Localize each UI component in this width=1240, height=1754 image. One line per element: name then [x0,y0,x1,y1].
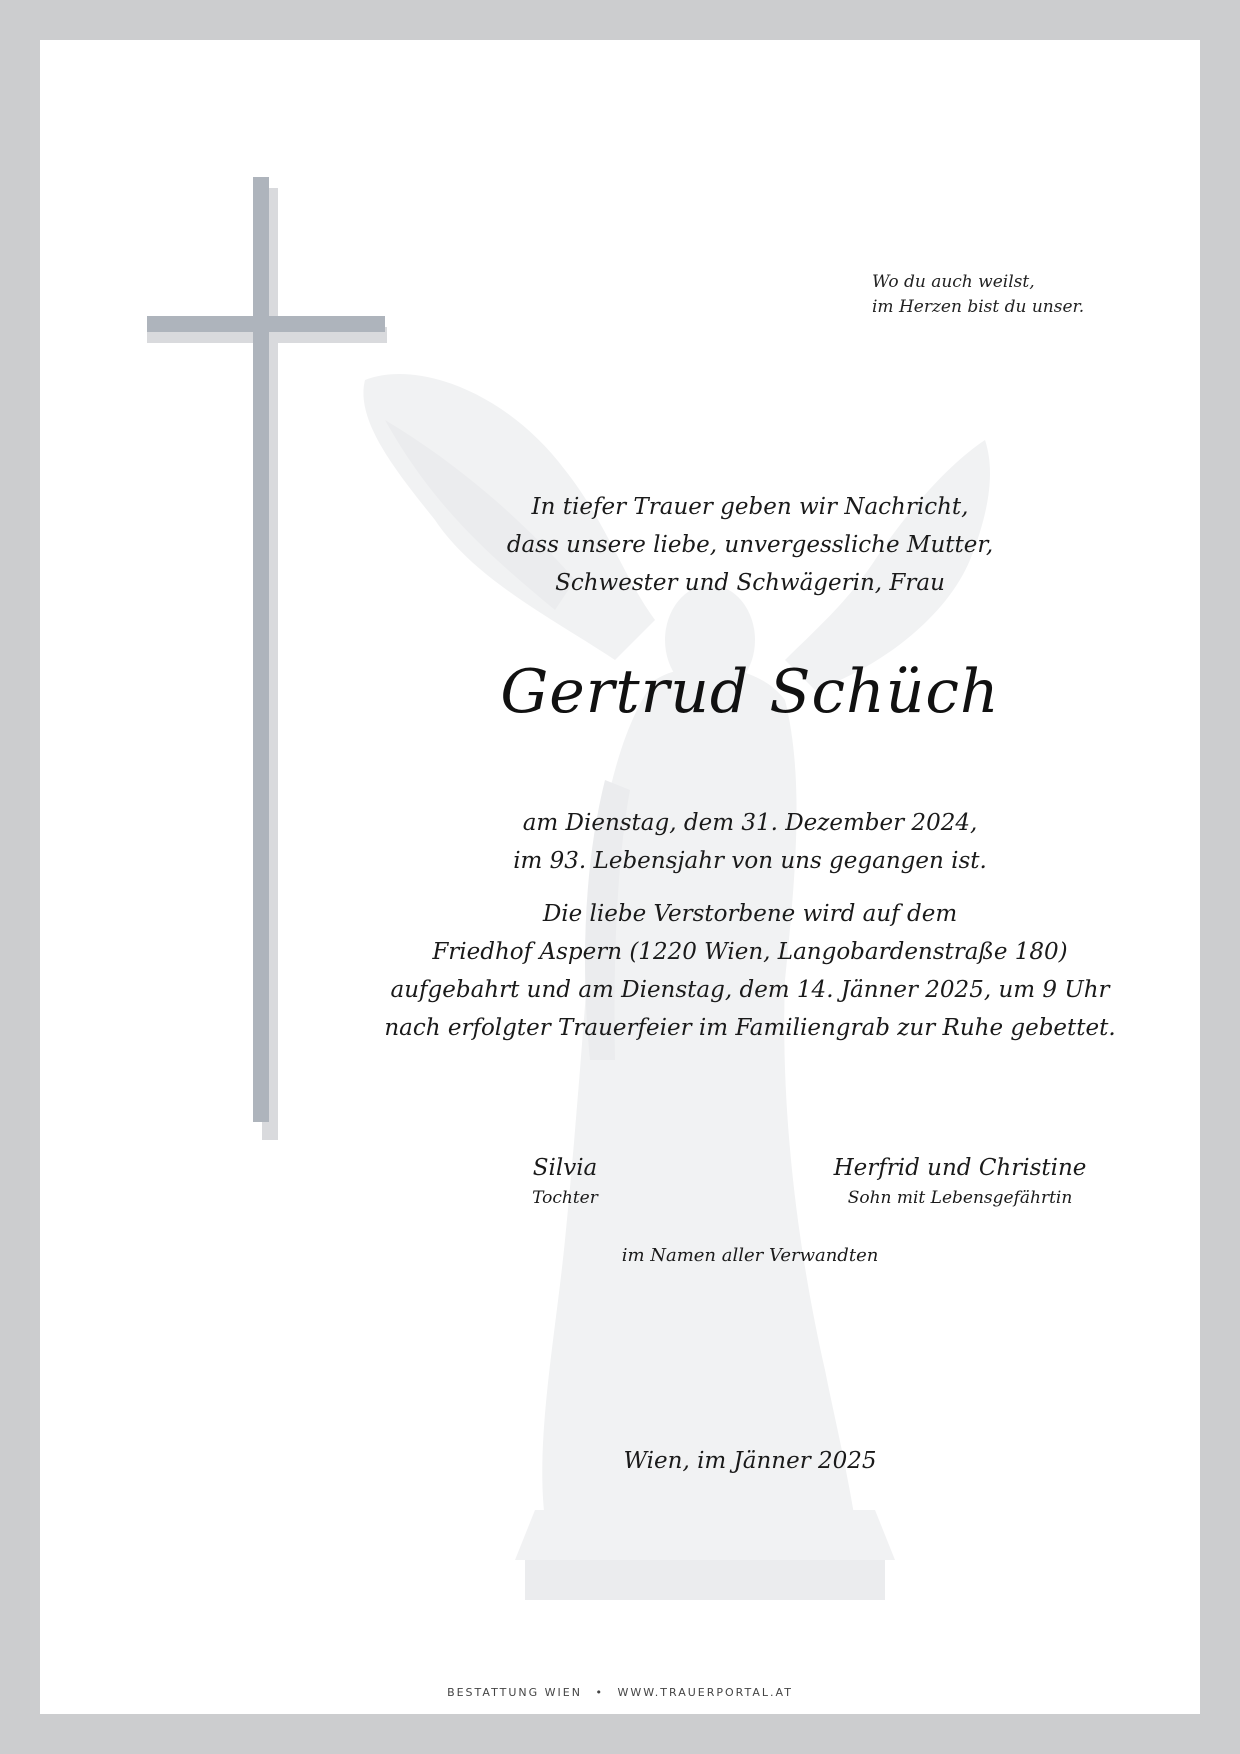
burial-line-3: aufgebahrt und am Dienstag, dem 14. Jänner 2025, um 9 Uhr [390,977,1110,1003]
intro-line-1: In tiefer Trauer geben wir Nachricht, [531,494,969,520]
mourner-signature [470,1152,660,1212]
footer-company: BESTATTUNG WIEN [447,1686,582,1699]
mourner-name: Herfrid und Christine [833,1155,1087,1181]
mourner-name: Silvia [532,1155,598,1181]
burial-info [350,895,1150,1047]
burial-line-2: Friedhof Aspern (1220 Wien, Langobardenstraße 180) [432,939,1068,965]
motto-line-2: im Herzen bist du unser. [872,297,1085,317]
announcement-intro [350,488,1150,602]
mourner-relation: Tochter [532,1188,598,1208]
burial-line-4: nach erfolgter Trauerfeier im Familiengrab zur Ruhe gebettet. [384,1015,1116,1041]
intro-line-3: Schwester und Schwägerin, Frau [555,570,945,596]
motto-line-1: Wo du auch weilst, [872,272,1035,292]
burial-line-1: Die liebe Verstorbene wird auf dem [542,901,958,927]
cross-horizontal-beam [147,316,385,332]
passing-line-2: im 93. Lebensjahr von uns gegangen ist. [513,848,987,874]
motto [872,270,1084,320]
passing-line-1: am Dienstag, dem 31. Dezember 2024, [522,810,978,836]
footer-separator: • [595,1686,604,1699]
footer-website-link[interactable]: WWW.TRAUERPORTAL.AT [617,1686,793,1699]
place-and-date: Wien, im Jänner 2025 [623,1448,877,1474]
deceased-name: Gertrud Schüch [500,657,1000,727]
mourner-signature [810,1152,1110,1212]
obituary-sheet [40,40,1200,1714]
passing-info [350,804,1150,880]
footer [40,1686,1200,1699]
mourner-relation: Sohn mit Lebensgefährtin [847,1188,1073,1208]
relatives-note: im Namen aller Verwandten [621,1245,879,1266]
intro-line-2: dass unsere liebe, unvergessliche Mutter, [506,532,994,558]
